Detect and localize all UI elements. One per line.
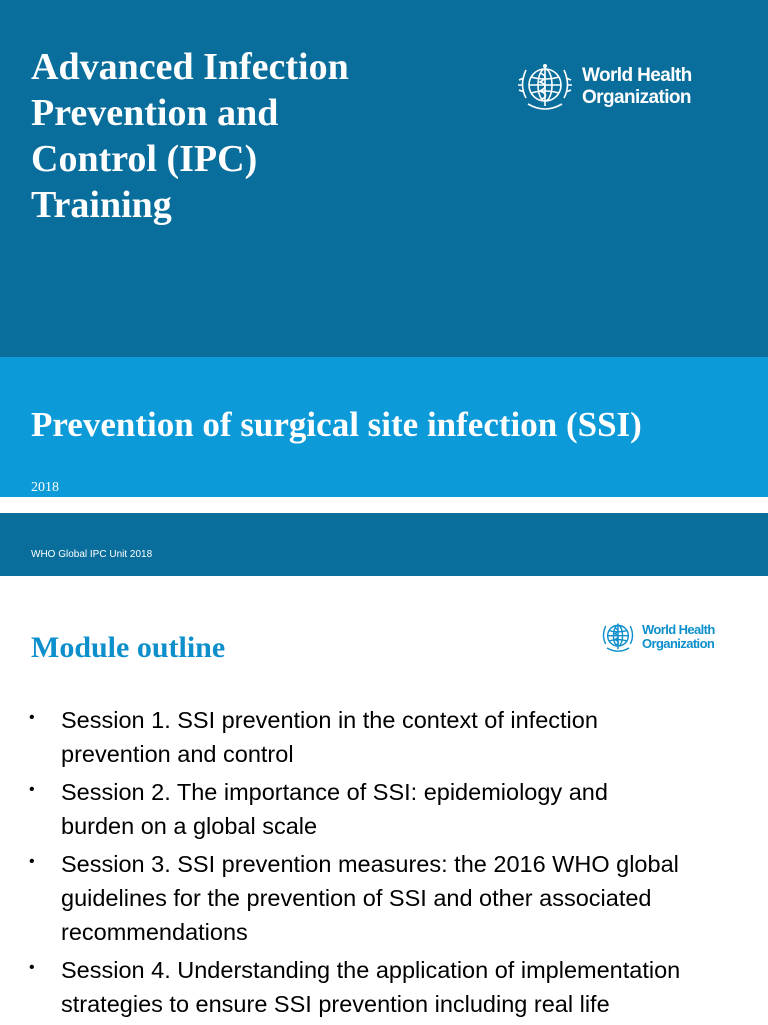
list-item-text: Session 2. The importance of SSI: epidemiology and burden on a global scale <box>61 779 608 839</box>
list-item-text: Session 4. Understanding the application of implementation strategies to ensure SSI prevention including real life <box>61 957 681 1017</box>
who-logo <box>514 58 692 116</box>
outline-title: Module outline <box>31 631 226 664</box>
who-logo-text: World Health Organization <box>582 65 692 108</box>
band-divider <box>0 497 768 513</box>
slide-title: Advanced Infection Prevention and Control (IPC) Training <box>31 46 349 226</box>
slide-subtitle: Prevention of surgical site infection (SSI) <box>31 405 642 444</box>
bullet-icon: • <box>29 853 35 870</box>
slide-footer: WHO Global IPC Unit 2018 <box>31 549 153 560</box>
list-item-text: Session 1. SSI prevention in the context of infection prevention and control <box>61 707 598 767</box>
who-emblem-icon <box>514 58 576 116</box>
who-emblem-small-icon <box>598 618 638 656</box>
list-item-text: Session 3. SSI prevention measures: the 2016 WHO global guidelines for the prevention of SSI and other associated recommendations <box>61 851 679 945</box>
bullet-icon: • <box>29 959 35 976</box>
slide-year: 2018 <box>31 480 59 495</box>
bullet-icon: • <box>29 709 35 726</box>
bullet-icon: • <box>29 781 35 798</box>
outline-list <box>29 703 759 1025</box>
list-item <box>29 953 759 1021</box>
footer-band <box>0 513 768 576</box>
who-logo-small-text: World Health Organization <box>642 622 715 651</box>
list-item <box>29 847 759 949</box>
who-logo-small <box>598 618 715 656</box>
list-item <box>29 703 759 771</box>
list-item <box>29 775 759 843</box>
